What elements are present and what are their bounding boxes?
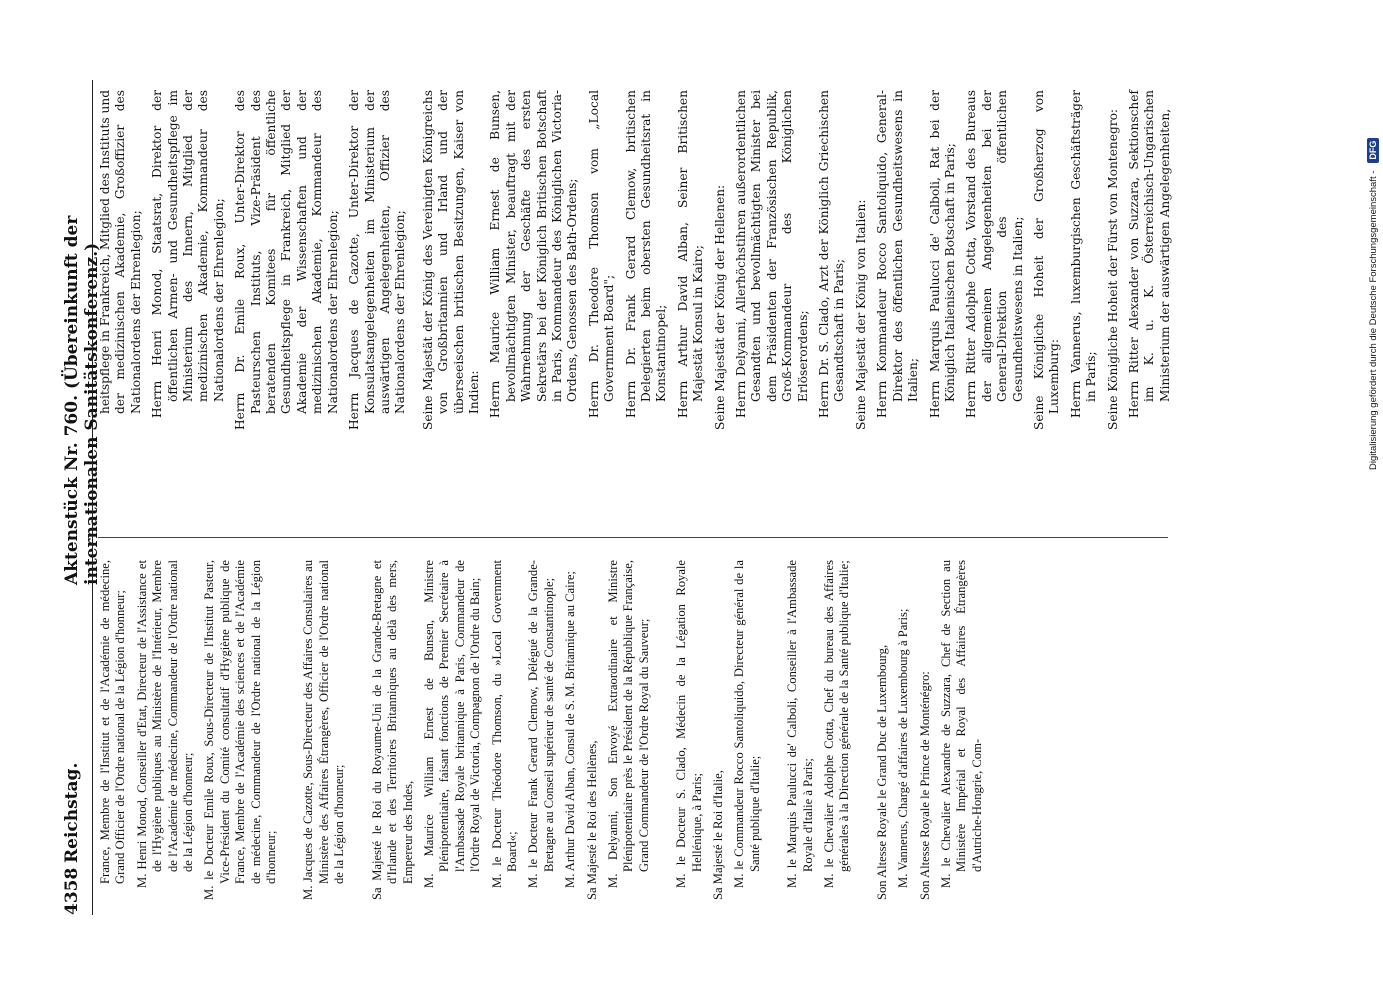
delegate-entry: M. Henri Monod, Conseiller d'Etat, Directeur de l'Assistance et de l'Hygiène publiques au Ministère de l'Intérieur, Membre de l'Académie de médecine, Commandeur de l'Ordre national de la Légion d'honneur; (134, 560, 196, 888)
delegate-entry: Herrn Ritter Adolphe Cotta, Vorstand des Bureaus der allgemeinen Angelegenheiten bei der General-Direktion des öffentlichen Gesundheitswesens in Italien; (964, 90, 1025, 418)
paragraph-gap (859, 560, 875, 900)
column-divider (98, 537, 1168, 538)
delegate-entry: M. le Docteur S. Clado, Médecin de la Légation Royale Hellénique, à Paris; (674, 560, 704, 888)
delegate-entry: Herrn Maurice William Ernest de Bunsen, bevollmächtigten Minister, beauftragt mit der Wahrnehmung der Geschäfte des ersten Sekretärs bei der Königlich Britischen Botschaft in Paris, Kommandeur des Königlichen Victoria-Ordens, Genossen des Bath-Ordens; (488, 90, 580, 418)
delegate-entry: M. le Marquis Paulucci de' Calboli, Conseiller à l'Ambassade Royale d'Italie à Paris; (785, 560, 815, 888)
sovereign-entry: Seine Königliche Hoheit der Großherzog von Luxemburg: (1031, 90, 1062, 430)
sovereign-entry: Herrn Jacques de Cazotte, Unter-Direktor der Konsulatsangelegenheiten im Ministerium der auswärtigen Angelegenheiten, Offizier des Nationalordens der Ehrenlegion; (347, 90, 408, 430)
sovereign-entry: Seine Königliche Hoheit der Fürst von Montenegro: (1105, 108, 1120, 430)
sovereign-entry: France, Membre de l'Institut et de l'Académie de médecine, Grand Officier de l'Ordre national de la Légion d'honneur; (98, 560, 128, 884)
publication-title: Reichstag. (62, 762, 82, 863)
delegate-entry: Herrn Delyanni, Allerhöchstihren außerordentlichen Gesandten und bevollmächtigten Minister bei dem Präsidenten der Französischen Republik, Groß-Kommandeur des Königlichen Erlöserordens; (734, 90, 810, 418)
header-rule (92, 80, 93, 915)
delegate-entry: M. Delyanni, Son Envoyé Extraordinaire et Ministre Plénipotentiaire près le Président de la République Française, Grand Commandeur de l'Ordre Royal du Sauveur; (605, 560, 651, 888)
delegate-entry: M. Vannerus, Chargé d'affaires de Luxembourg à Paris; (896, 608, 911, 888)
delegate-entry: Herrn Henri Monod, Staatsrat, Direktor der öffentlichen Armen- und Gesundheitspflege im Ministerium des Innern, Mitglied der medizinischen Akademie, Kommandeur des Nationalordens der Ehrenlegion; (150, 90, 226, 418)
delegate-entry: M. le Chevalier Adolphe Cotta, Chef du bureau des Affaires générales à la Direction générale de la Santé publique d'Italie; (822, 560, 852, 888)
dfg-logo: DFG (1367, 138, 1379, 163)
delegate-entry: M. le Commandeur Rocco Santoliquido, Directeur général de la Santé publique d'Italie; (732, 560, 762, 888)
delegate-entry: Herrn Dr. Theodore Thomson vom „Local Government Board"; (586, 90, 617, 418)
paragraph-gap (769, 560, 785, 900)
delegate-entry: M. le Chevalier Alexandre de Suzzara, Chef de Section au Ministère Impérial et Royal des Affaires Étrangères d'Autriche-Hongrie, Com- (939, 560, 984, 888)
delegate-entry: M. le Docteur Frank Gerard Clemow, Délégué de la Grande-Bretagne au Conseil supérieur de santé de Constantinople; (526, 560, 556, 888)
credit-text: Digitalisierung gefördert durch die Deutsche Forschungsgemeinschaft - (1367, 170, 1379, 470)
sovereign-entry: Son Altesse Royale le Grand Duc de Luxembourg, (874, 644, 889, 900)
paragraph-gap (285, 560, 301, 900)
delegate-entry: M. Maurice William Ernest de Bunsen, Ministre Plénipotentiaire, faisant fonctions de Premier Secrétaire à l'Ambassade Royale britannique à Paris, Commandeur de l'Ordre Royal de Victoria, Compagnon de l'Ordre du Bain; (421, 560, 483, 888)
sovereign-entry: Son Altesse Royale le Prince de Monténégro: (917, 671, 932, 900)
french-column (98, 560, 1168, 900)
sovereign-entry: Herrn Dr. Emile Roux, Unter-Direktor des Pasteurschen Instituts, Vize-Präsident des beratenden Komitees für öffentliche Gesundheitspflege in Frankreich, Mitglied der Akademie der Wissenschaften und der medizinischen Akademie, Kommandeur des Nationalordens der Ehrenlegion; (233, 90, 340, 430)
page-header (62, 80, 102, 915)
sovereign-entry: M. Jacques de Cazotte, Sous-Directeur des Affaires Consulaires au Ministère des Affaires Étrangères, Officier de l'Ordre national de la Légion d'honneur; (301, 560, 347, 900)
sovereign-entry: heitspflege in Frankreich, Mitglied des Instituts und der medizinischen Akademie, Großoffizier des Nationalordens der Ehrenlegion; (98, 90, 143, 414)
delegate-entry: Herrn Ritter Alexander von Suzzara, Sektionschef im K. u. K. Österreichisch-Ungarischen Ministerium der auswärtigen Angelegenheiten, (1126, 90, 1172, 418)
delegate-entry: Herrn Dr. S. Clado, Arzt der Königlich Griechischen Gesandtschaft in Paris; (817, 90, 847, 418)
delegate-entry: Herrn Marquis Paulucci de' Calboli, Rat bei der Königlich Italienischen Botschaft in Paris; (927, 90, 957, 418)
sovereign-entry: Seine Majestät der König von Italien: (853, 199, 868, 430)
delegate-entry: M. Arthur David Alban, Consul de S. M. Britannique au Caire; (563, 571, 578, 888)
paragraph-gap (658, 560, 674, 900)
document-title: Aktenstück Nr. 760. (Übereinkunft der internationalen Sanitätskonferenz.) (62, 215, 102, 585)
sovereign-entry: M. le Docteur Emile Roux, Sous-Directeur de l'Institut Pasteur, Vice-Président du Comité consultatif d'Hygiène publique de France, Membre de l'Académie des sciences et de l'Académie de médecine, Commandeur de l'Ordre national de la Légion d'honneur; (202, 560, 279, 900)
sovereign-entry: Seine Majestät der König der Hellenen: (712, 184, 727, 430)
paragraph-gap (354, 560, 370, 900)
delegate-entry: Herrn Kommandeur Rocco Santoliquido, General-Direktor des öffentlichen Gesundheitswesens in Italien; (875, 90, 921, 418)
delegate-entry: M. le Docteur Théodore Thomson, du »Local Government Board«; (489, 560, 519, 888)
sovereign-entry: Sa Majesté le Roi du Royaume-Uni de la Grande-Bretagne et d'Irlande et des Territoires Britanniques au delà des mers, Empereur des Indes, (369, 560, 415, 900)
page-number: 4358 (62, 867, 82, 915)
digitization-credit (1365, 0, 1381, 470)
sovereign-entry: Seine Majestät der König des Vereinigten Königreichs von Großbritannien und Irland und der überseeischen britischen Besitzungen, Kaiser von Indien: (420, 90, 481, 430)
delegate-entry: Herrn Dr. Frank Gerard Clemow, britischen Delegierten beim obersten Gesundheitsrat in Konstantinopel; (623, 90, 669, 418)
sovereign-entry: Sa Majesté le Roi d'Italie, (711, 770, 725, 900)
delegate-entry: Herrn Vannerus, luxemburgischen Geschäftsträger in Paris; (1068, 90, 1099, 418)
german-column (98, 90, 1172, 430)
sovereign-entry: Sa Majesté le Roi des Hellènes, (584, 740, 599, 900)
delegate-entry: Herrn Arthur David Alban, Seiner Britischen Majestät Konsul in Kairo; (675, 90, 706, 418)
